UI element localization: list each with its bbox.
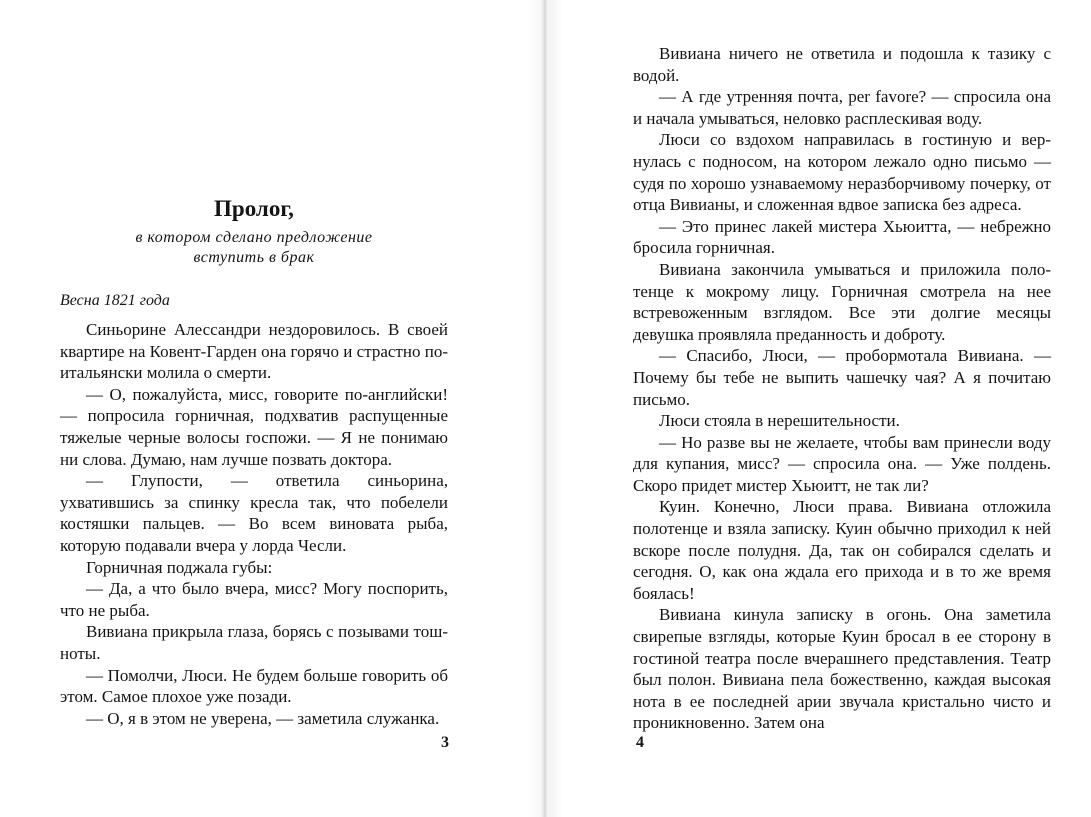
right-page-body bbox=[633, 43, 1051, 734]
paragraph: Вивиана закончила умываться и приложила полотенце к мокрому лицу. Горничная смотрела на нее встревоженным взглядом. Все эти долгие месяцы девушка проявляла преданность и доброту. bbox=[633, 259, 1051, 344]
right-page bbox=[545, 0, 1091, 817]
paragraph: — Это принес лакей мистера Хьюитта, — небрежно бросила горничная. bbox=[633, 216, 1051, 258]
paragraph: — Глупости, — ответила синьорина, ухватившись за спинку кресла так, что побелели костяшки пальцев. — Во всем виновата рыба, которую подавали вчера у лорда Чесли. bbox=[60, 471, 448, 555]
paragraph: Люси со вздохом направилась в гостиную и вернулась с подносом, на котором лежало одно письмо — судя по хорошо узнаваемому неразборчивому почерку, от отца Вивианы, и сложенная вдвое записка без адреса. bbox=[633, 130, 1051, 215]
left-page-body bbox=[60, 319, 448, 729]
paragraph: — Но разве вы не желаете, чтобы вам принесли воду для купания, мисс? — спросила она. — Уже полдень. Скоро придет мистер Хьюитт, не так ли? bbox=[633, 432, 1051, 495]
paragraph: — Помолчи, Люси. Не будем больше говорить об этом. Самое плохое уже позади. bbox=[60, 665, 448, 707]
paragraph: — О, я в этом не уверена, — заметила служанка. bbox=[86, 708, 440, 728]
paragraph: — Спасибо, Люси, — пробормотала Вивиана. — Почему бы тебе не выпить чашечку чая? А я почитаю письмо. bbox=[633, 346, 1051, 409]
page-number-left: 3 bbox=[441, 734, 449, 751]
chapter-heading bbox=[60, 195, 448, 268]
paragraph: Синьорине Алессандри нездоровилось. В своей квартире на Ковент-Гарден она горячо и страстно по-итальянски молила о смерти. bbox=[60, 320, 448, 383]
chapter-title: Пролог, bbox=[214, 196, 294, 221]
paragraph: Вивиана прикрыла глаза, борясь с позывами тошноты. bbox=[60, 622, 448, 663]
paragraph: Вивиана ничего не ответила и подошла к тазику с водой. bbox=[633, 44, 1051, 85]
left-page bbox=[0, 0, 545, 817]
paragraph: — А где утренняя почта, per favore? — спросила она и начала умываться, неловко расплескивая воду. bbox=[633, 87, 1051, 128]
paragraph: Вивиана кинула записку в огонь. Она заметила свирепые взгляды, которые Куин бросал в ее сторону в гостиной театра после вчерашнего представления. Театр был полон. Вивиана пела божественно, каждая высокая нота в ее последней арии звучала кристально чисто и проникновенно. Затем она bbox=[633, 605, 1051, 733]
paragraph: — О, пожалуйста, мисс, говорите по-английски! — попросила горничная, подхватив распущенные тяжелые черные волосы госпожи. — Я не понимаю ни слова. Думаю, нам лучше позвать доктора. bbox=[60, 384, 448, 469]
paragraph: Люси стояла в нерешительности. bbox=[659, 411, 900, 431]
paragraph: Куин. Конечно, Люси права. Вивиана отложила полотенце и взяла записку. Куин обычно приходил к ней вскоре после полудня. Да, так он собирался сделать и сегодня. О, как она ждала его прихода и в то же время боялась! bbox=[633, 497, 1051, 603]
chapter-subtitle-line-2: вступить в брак bbox=[193, 249, 315, 266]
date-line: Весна 1821 года bbox=[60, 292, 170, 309]
page-number-right: 4 bbox=[636, 734, 644, 751]
paragraph: — Да, а что было вчера, мисс? Могу поспорить, что не рыба. bbox=[60, 579, 448, 620]
chapter-subtitle-line-1: в котором сделано предложение bbox=[135, 229, 373, 246]
paragraph: Горничная поджала губы: bbox=[86, 557, 273, 577]
